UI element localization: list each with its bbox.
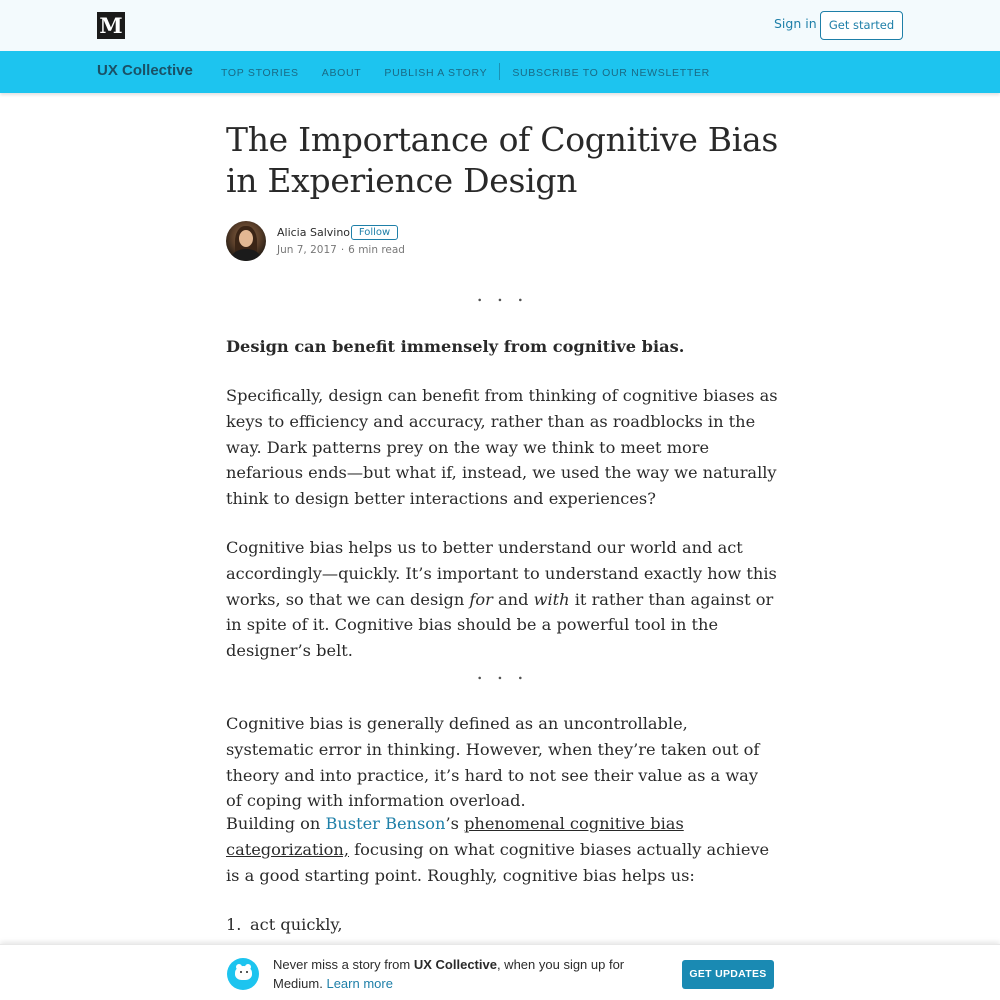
publish-date: Jun 7, 2017	[277, 244, 337, 256]
read-time: 6 min read	[348, 244, 405, 256]
author-name[interactable]: Alicia Salvino	[277, 226, 351, 239]
article-meta	[277, 244, 405, 256]
emphasis-with: with	[533, 589, 570, 609]
nav-publish-a-story[interactable]: PUBLISH A STORY	[384, 67, 488, 79]
banner-publication: UX Collective	[413, 957, 497, 972]
bear-eye	[246, 971, 248, 973]
article-title: The Importance of Cognitive Bias in Experience Design	[226, 120, 778, 200]
paragraph-2-text: it rather than against or in spite of it. Cognitive bias should be a powerful tool in the designer’s belt.	[226, 589, 774, 661]
get-updates-button[interactable]: GET UPDATES	[682, 960, 774, 989]
publication-name[interactable]: UX Collective	[97, 62, 193, 79]
list-text: act quickly,	[250, 915, 343, 934]
nav-subscribe-newsletter[interactable]: SUBSCRIBE TO OUR NEWSLETTER	[512, 67, 710, 79]
nav-top-stories[interactable]: TOP STORIES	[221, 67, 299, 79]
medium-logo[interactable]: M	[97, 12, 125, 39]
top-bar	[0, 0, 1000, 51]
list-item	[226, 912, 343, 937]
paragraph-1: Specifically, design can benefit from thinking of cognitive biases as keys to efficiency and accuracy, rather than as roadblocks in the way. Dark patterns prey on the way we think to meet more nefarious ends—but what if, instead, we used the way we naturally think to design better interactions and experiences?	[226, 386, 778, 509]
paragraph-4-text: Building on	[226, 814, 326, 833]
author-avatar[interactable]	[226, 221, 266, 261]
bear-head	[235, 966, 252, 980]
sign-in-link[interactable]: Sign in	[774, 16, 817, 31]
list-number: 1.	[226, 915, 242, 934]
paragraph-4-text: focusing on what cognitive biases actually achieve is a good starting point. Roughly, cognitive bias helps us:	[226, 839, 770, 885]
publication-nav-links	[221, 66, 733, 80]
bear-eye	[240, 971, 242, 973]
avatar-shirt	[232, 249, 260, 261]
nav-divider	[499, 63, 500, 80]
section-separator: ...	[476, 282, 538, 306]
signup-banner	[0, 944, 1000, 1000]
paragraph-4-text: ’s	[445, 814, 465, 833]
buster-benson-link[interactable]: Buster Benson	[325, 814, 446, 833]
polar-bear-icon	[227, 958, 259, 990]
banner-text-before: Never miss a story from	[273, 957, 414, 972]
categorization-link[interactable]: phenomenal cognitive bias categorization,	[226, 814, 684, 859]
section-separator: ...	[476, 660, 538, 684]
paragraph-2-text: and	[492, 589, 534, 609]
banner-text	[273, 955, 643, 993]
nav-about[interactable]: ABOUT	[321, 67, 362, 79]
emphasis-for: for	[469, 589, 493, 609]
article-lead: Design can benefit immensely from cognitive bias.	[226, 337, 685, 356]
learn-more-link[interactable]: Learn more	[326, 976, 393, 991]
get-started-button[interactable]: Get started	[820, 11, 903, 40]
paragraph-4	[226, 811, 778, 888]
follow-button[interactable]: Follow	[351, 225, 398, 240]
avatar-face	[239, 230, 253, 247]
paragraph-2	[226, 535, 778, 664]
paragraph-3: Cognitive bias is generally defined as an uncontrollable, systematic error in thinking. However, when they’re taken out of theory and into practice, it’s hard to not see their value as a way of coping with information overload.	[226, 714, 760, 811]
publication-nav	[0, 51, 1000, 93]
meta-dot: ·	[340, 244, 345, 256]
paragraph-2-text: Cognitive bias helps us to better understand our world and act accordingly—quickly. It’s important to understand exactly how this works, so that we can design	[226, 538, 777, 609]
banner-text-after: , when you sign up for Medium.	[273, 957, 625, 991]
